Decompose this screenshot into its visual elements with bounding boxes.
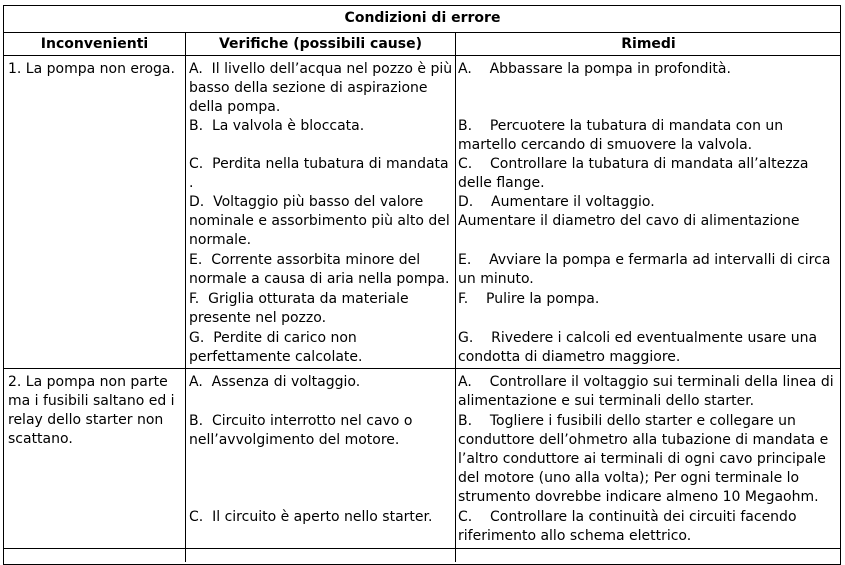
remedy-item: F. Pulire la pompa. xyxy=(458,291,600,307)
remedy-item: B. Percuotere la tubatura di mandata con un martello cercando di smuovere la valvola. xyxy=(458,118,784,153)
problem-cell: 2. La pompa non parte ma i fusibili saltano ed i relay dello starter non scattano. xyxy=(8,374,175,447)
cause-item: B. La valvola è bloccata. xyxy=(189,118,365,134)
header-verifiche: Verifiche (possibili cause) xyxy=(218,36,422,52)
cause-item: C. Il circuito è aperto nello starter. xyxy=(189,509,433,525)
cause-item: A. Assenza di voltaggio. xyxy=(189,374,361,390)
cause-item: B. Circuito interrotto nel cavo o nell’avvolgimento del motore. xyxy=(189,413,413,448)
column-divider-2 xyxy=(455,32,456,562)
remedy-item: D. Aumentare il voltaggio. Aumentare il diametro del cavo di alimentazione xyxy=(458,194,800,229)
title-divider xyxy=(3,32,841,33)
column-divider-1 xyxy=(185,32,186,562)
cause-item: A. Il livello dell’acqua nel pozzo è più basso della sezione di aspirazione della pompa. xyxy=(189,61,453,115)
problem-cell: 1. La pompa non eroga. xyxy=(8,61,175,77)
remedy-item: A. Controllare il voltaggio sui terminali della linea di alimentazione e sui terminali dello starter. xyxy=(458,374,834,409)
cause-item: E. Corrente assorbita minore del normale a causa di aria nella pompa. xyxy=(189,252,450,287)
cause-item: C. Perdita nella tubatura di mandata . xyxy=(189,156,449,191)
header-rimedi: Rimedi xyxy=(621,36,676,52)
remedy-item: A. Abbassare la pompa in profondità. xyxy=(458,61,731,77)
cause-item: D. Voltaggio più basso del valore nominale e assorbimento più alto del normale. xyxy=(189,194,450,248)
header-divider xyxy=(3,55,841,56)
remedy-item: C. Controllare la continuità dei circuiti facendo riferimento allo schema elettrico. xyxy=(458,509,797,544)
row-divider xyxy=(3,368,841,369)
remedy-item: B. Togliere i fusibili dello starter e collegare un conduttore dell’ohmetro alla tubazione di mandata e l’altro conduttore ai terminali di ogni cavo principale del motore (uno alla volta); Per ogni terminale lo strumento dovrebbe indicare almeno 10 Megaohm. xyxy=(458,413,829,505)
header-inconvenienti: Inconvenienti xyxy=(40,36,149,52)
cause-item: F. Griglia otturata da materiale presente nel pozzo. xyxy=(189,291,409,326)
cause-item: G. Perdite di carico non perfettamente calcolate. xyxy=(189,330,363,365)
remedy-item: C. Controllare la tubatura di mandata all’altezza delle flange. xyxy=(458,156,809,191)
row-divider-bottom xyxy=(3,548,841,549)
remedy-item: E. Avviare la pompa e fermarla ad intervalli di circa un minuto. xyxy=(458,252,831,287)
remedy-item: G. Rivedere i calcoli ed eventualmente usare una condotta di diametro maggiore. xyxy=(458,330,818,365)
table-title: Condizioni di errore xyxy=(344,10,501,26)
